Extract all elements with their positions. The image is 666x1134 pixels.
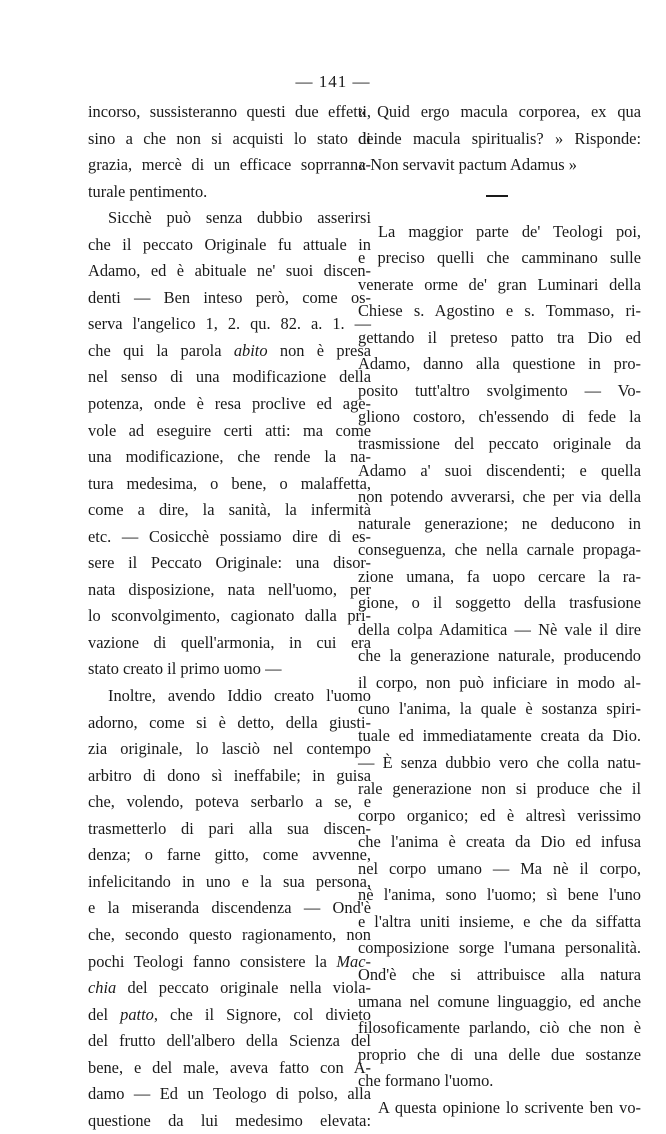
text-line: potenza, onde è resa proclive ed age- <box>88 394 371 414</box>
text-line: arbitro di dono sì ineffabile; in guisa <box>88 765 371 785</box>
text-line: e preciso quelli che camminano sulle <box>358 248 641 268</box>
italic-term: patto <box>120 1004 154 1024</box>
text-line: turale pentimento. <box>88 181 208 201</box>
text-line: damo — Ed un Teologo di polso, alla <box>88 1084 371 1104</box>
text-line: proprio che di una delle due sostanze <box>358 1044 641 1064</box>
text-line: che il peccato Originale fu attuale in <box>88 234 371 254</box>
text-line: lo sconvolgimento, cagionato dalla pri- <box>88 606 371 626</box>
text-line: sere il Peccato Originale: una disor- <box>88 553 371 573</box>
text-line: incorso, sussisteranno questi due effetti, <box>88 102 371 121</box>
text-line: Sicchè può senza dubbio asserirsi <box>108 208 371 228</box>
text-line: tuale ed immediatamente creata da Dio. <box>358 726 641 746</box>
text-line: venerate orme de' gran Luminari della <box>358 274 641 294</box>
text-line: Adamo a' suoi discendenti; e quella <box>358 460 641 480</box>
text-line: che la generazione naturale, producendo <box>358 646 641 666</box>
latin-quotation <box>358 99 641 179</box>
text-line: che formano l'uomo. <box>358 1071 494 1091</box>
text-line: filosoficamente parlando, ciò che non è <box>358 1018 641 1038</box>
text-line: denza; o farne gitto, come avvenne, <box>88 845 371 865</box>
text-line: vazione di quell'armonia, in cui era <box>88 632 371 652</box>
text-line: zia originale, lo lasciò nel contempo <box>88 739 371 759</box>
italic-term: abito <box>233 340 268 360</box>
text-line: trasmetterlo di pari alla sua discen- <box>88 818 371 838</box>
text-segment: che qui la parola <box>88 340 234 360</box>
text-line: Chiese s. Agostino e s. Tommaso, ri- <box>358 301 641 321</box>
italic-term: chia <box>88 978 117 998</box>
italic-term: Mac- <box>336 951 371 971</box>
page-number: — 141 — <box>295 72 371 91</box>
text-line: vole ad eseguire certi atti: ma come <box>88 420 371 440</box>
text-line: corpo organico; ed è altresì verissimo <box>358 805 641 825</box>
text-line: infelicitando in uno e la sua persona, <box>88 871 371 891</box>
text-line: « Non servavit pactum Adamus » <box>358 155 577 175</box>
text-segment: del peccato originale nella viola- <box>116 978 371 998</box>
text-line: gliono costoro, ch'essendo di fede la <box>358 407 641 427</box>
text-line: gione, o il soggetto della trasfusione <box>358 593 641 613</box>
text-line: adorno, come si è detto, della giusti- <box>88 712 371 732</box>
paragraph-theologians <box>358 219 641 1122</box>
text-segment: del <box>88 1004 121 1024</box>
text-line: posito tutt'altro svolgimento — Vo- <box>358 380 641 400</box>
text-line: La maggior parte de' Teologi poi, <box>378 221 641 241</box>
text-line: questione da lui medesimo elevata: <box>88 1110 371 1130</box>
text-line: come a dire, la sanità, la infermità <box>88 500 371 520</box>
text-line: composizione sorge l'umana personalità. <box>358 938 641 958</box>
text-line <box>88 975 371 1002</box>
text-line: deinde macula spiritualis? » Risponde: <box>358 128 641 148</box>
text-segment: pochi Teologi fanno consistere la <box>88 951 337 971</box>
text-line <box>88 1002 371 1029</box>
text-line: etc. — Cosicchè possiamo dire di es- <box>88 526 371 546</box>
text-line: e la miseranda discendenza — Ond'è <box>88 898 371 918</box>
text-line: e l'altra uniti insieme, e che da siffatta <box>358 911 641 931</box>
text-segment: non è presa <box>267 340 371 360</box>
right-text-column <box>358 99 641 1121</box>
text-line: bene, e del male, aveva fatto con A- <box>88 1057 371 1077</box>
text-line: zione umana, fa uopo cercare la ra- <box>358 566 641 586</box>
text-line: tura medesima, o bene, o malaffetta, <box>88 473 371 493</box>
text-line: Adamo, danno alla questione in pro- <box>358 354 641 374</box>
text-line: nel senso di una modificazione della <box>88 367 371 387</box>
text-line: serva l'angelico 1, 2. qu. 82. a. 1. — <box>88 314 371 334</box>
text-line: umana nel comune linguaggio, ed anche <box>358 991 641 1011</box>
text-line <box>88 949 371 976</box>
text-line: « Quid ergo macula corporea, ex qua <box>358 102 641 121</box>
text-line: una modificazione, che rende la na- <box>88 447 371 467</box>
text-line: nel corpo umano — Ma nè il corpo, <box>358 858 641 878</box>
left-text-column <box>88 99 371 1134</box>
text-line: — È senza dubbio vero che colla natu- <box>358 752 641 772</box>
text-line: che, volendo, poteva serbarlo a se, e <box>88 792 371 812</box>
text-line: cuno l'anima, la quale è sostanza spiri- <box>358 699 641 719</box>
text-line: naturale generazione; ne deducono in <box>358 513 641 533</box>
text-line: rale generazione non si produce che il <box>358 779 641 799</box>
text-line: nè l'anima, sono l'uomo; sì bene l'uno <box>358 885 641 905</box>
text-line: non potendo avverarsi, che per via della <box>358 487 641 507</box>
separator-spacing <box>358 197 641 219</box>
text-line: sino a che non si acquisti lo stato di <box>88 128 371 148</box>
text-line: A questa opinione lo scrivente ben vo- <box>378 1097 641 1117</box>
text-line: trasmissione del peccato originale da <box>358 434 641 454</box>
text-line: conseguenza, che nella carnale propaga- <box>358 540 641 560</box>
text-line: Ond'è che si attribuisce alla natura <box>358 964 641 984</box>
text-line: del frutto dell'albero della Scienza del <box>88 1031 371 1051</box>
text-line: stato creato il primo uomo — <box>88 659 282 679</box>
text-line: gettando il preteso patto tra Dio ed <box>358 327 641 347</box>
text-line: il corpo, non può inficiare in modo al- <box>358 672 641 692</box>
text-line: che l'anima è creata da Dio ed infusa <box>358 832 641 852</box>
text-line: Inoltre, avendo Iddio creato l'uomo <box>108 686 371 706</box>
text-line: grazia, mercè di un efficace soprranna- <box>88 155 371 175</box>
text-line: che, secondo questo ragionamento, non <box>88 924 371 944</box>
text-line: Adamo, ed è abituale ne' suoi discen- <box>88 261 371 281</box>
text-segment: , che il Signore, col divieto <box>153 1004 371 1024</box>
text-line: della colpa Adamitica — Nè vale il dire <box>358 619 641 639</box>
text-line: nata disposizione, nata nell'uomo, per <box>88 579 371 599</box>
text-line <box>88 338 371 365</box>
text-line: denti — Ben inteso però, come os- <box>88 287 371 307</box>
